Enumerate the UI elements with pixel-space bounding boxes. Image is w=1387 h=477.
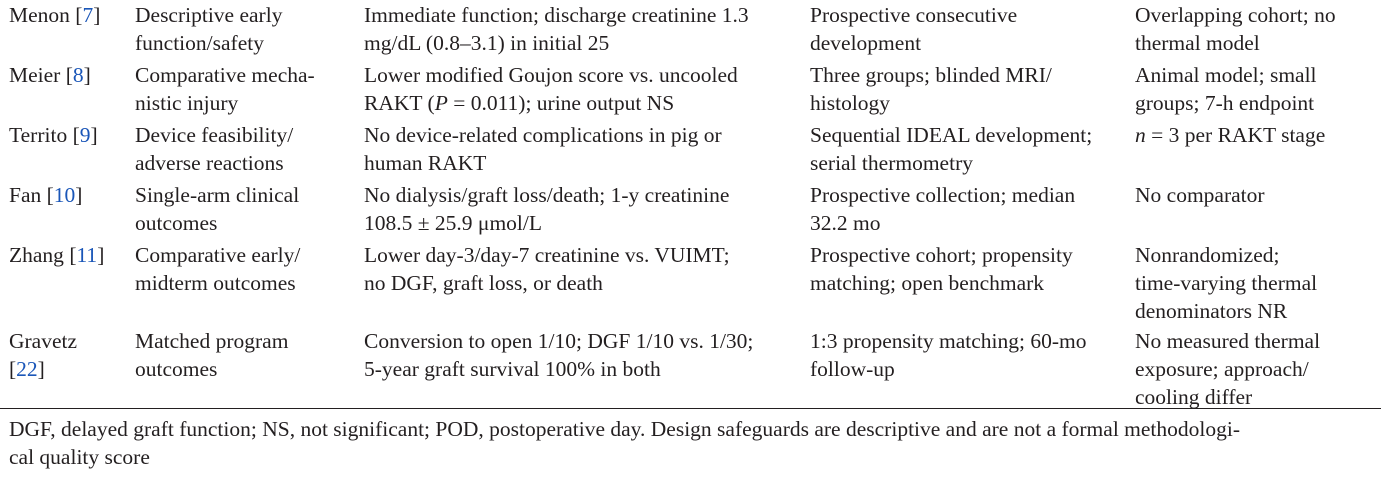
cell-aim-line: Matched program <box>135 329 289 353</box>
cell-author <box>9 121 127 149</box>
cell-key-finding <box>364 327 804 383</box>
cell-limitations-line: No comparator <box>1135 183 1265 207</box>
n-symbol: n <box>1135 123 1146 147</box>
reference-link[interactable]: 11 <box>76 243 98 267</box>
reference-link[interactable]: 10 <box>53 183 76 207</box>
cell-design-safeguards <box>810 121 1130 177</box>
cell-limitations-line: Animal model; small <box>1135 63 1317 87</box>
cell-aim-line: outcomes <box>135 211 218 235</box>
cell-key-finding <box>364 121 804 177</box>
cell-aim-line: Device feasibility/ <box>135 123 294 147</box>
cell-design-safeguards-line: Prospective collection; median <box>810 183 1076 207</box>
cell-author <box>9 241 127 269</box>
cell-key-finding <box>364 1 804 57</box>
cell-design-safeguards-line: Three groups; blinded MRI/ <box>810 63 1052 87</box>
table-footnote <box>9 415 1384 471</box>
cell-key-finding-line: Lower modified Goujon score vs. uncooled <box>364 63 738 87</box>
reference-link[interactable]: 8 <box>72 63 84 87</box>
ref-bracket-open: [ <box>9 357 17 381</box>
cell-aim <box>135 1 360 57</box>
ref-bracket-close: ] <box>83 63 91 87</box>
cell-limitations <box>1135 241 1385 325</box>
cell-aim <box>135 327 360 383</box>
ref-bracket-close: ] <box>90 123 98 147</box>
cell-aim-line: outcomes <box>135 357 218 381</box>
cell-design-safeguards-line: Prospective consecutive <box>810 3 1018 27</box>
cell-limitations-line: thermal model <box>1135 31 1260 55</box>
cell-key-finding-line: No dialysis/graft loss/death; 1-y creatinine <box>364 183 730 207</box>
cell-design-safeguards <box>810 241 1130 297</box>
ref-bracket-close: ] <box>93 3 101 27</box>
cell-design-safeguards <box>810 327 1130 383</box>
cell-aim <box>135 241 360 297</box>
author-name: Menon <box>9 3 76 27</box>
cell-author <box>9 181 127 209</box>
footnote-line-2: cal quality score <box>9 445 150 469</box>
cell-design-safeguards-line: 32.2 mo <box>810 211 881 235</box>
author-line <box>9 61 127 89</box>
cell-aim <box>135 121 360 177</box>
cell-design-safeguards-line: Prospective cohort; propensity <box>810 243 1073 267</box>
cell-aim-line: nistic injury <box>135 91 239 115</box>
cell-aim <box>135 181 360 237</box>
cell-design-safeguards-line: follow-up <box>810 357 895 381</box>
cell-limitations-line: No measured thermal <box>1135 329 1321 353</box>
ref-bracket-open: [ <box>72 123 80 147</box>
cell-aim <box>135 61 360 117</box>
cell-key-finding <box>364 241 804 297</box>
cell-limitations <box>1135 121 1385 149</box>
cell-design-safeguards <box>810 61 1130 117</box>
cell-aim-line: Single-arm clinical <box>135 183 300 207</box>
author-name: Gravetz <box>9 329 78 353</box>
cell-key-finding-line: Lower day-3/day-7 creatinine vs. VUIMT; <box>364 243 730 267</box>
reference-link[interactable]: 7 <box>82 3 94 27</box>
cell-design-safeguards-line: development <box>810 31 922 55</box>
footnote-line-1: DGF, delayed graft function; NS, not significant; POD, postoperative day. Design safeguards are descriptive and are not a formal methodologi- <box>9 417 1241 441</box>
cell-limitations-line: n = 3 per RAKT stage <box>1135 123 1326 147</box>
author-name: Meier <box>9 63 66 87</box>
cell-key-finding <box>364 61 804 117</box>
cell-key-finding-line: Conversion to open 1/10; DGF 1/10 vs. 1/30; <box>364 329 754 353</box>
author-line <box>9 1 127 29</box>
cell-limitations-line: time-varying thermal <box>1135 271 1318 295</box>
cell-aim-line: Descriptive early <box>135 3 283 27</box>
cell-limitations-line: denominators NR <box>1135 299 1288 323</box>
cell-key-finding <box>364 181 804 237</box>
author-name: Zhang <box>9 243 70 267</box>
cell-design-safeguards <box>810 181 1130 237</box>
table-bottom-rule <box>0 408 1381 409</box>
author-line <box>9 121 127 149</box>
author-name: Fan <box>9 183 47 207</box>
cell-design-safeguards-line: serial thermometry <box>810 151 973 175</box>
cell-limitations <box>1135 61 1385 117</box>
reference-link[interactable]: 22 <box>16 357 38 381</box>
cell-key-finding-line: Immediate function; discharge creatinine 1.3 <box>364 3 749 27</box>
cell-design-safeguards-line: histology <box>810 91 891 115</box>
cell-limitations-line: groups; 7-h endpoint <box>1135 91 1315 115</box>
author-line <box>9 241 127 269</box>
cell-key-finding-line: RAKT (P = 0.011); urine output NS <box>364 91 675 115</box>
cell-key-finding-line: 108.5 ± 25.9 μmol/L <box>364 211 543 235</box>
cell-aim-line: function/safety <box>135 31 264 55</box>
cell-limitations-line: exposure; approach/ <box>1135 357 1309 381</box>
ref-bracket-open: [ <box>69 243 77 267</box>
author-name: Territo <box>9 123 73 147</box>
cell-key-finding-line: No device-related complications in pig or <box>364 123 722 147</box>
cell-limitations <box>1135 181 1385 209</box>
cell-aim-line: midterm outcomes <box>135 271 296 295</box>
cell-key-finding-line: human RAKT <box>364 151 487 175</box>
ref-bracket-open: [ <box>65 63 73 87</box>
ref-bracket-close: ] <box>97 243 105 267</box>
cell-key-finding-line: no DGF, graft loss, or death <box>364 271 603 295</box>
cell-limitations-line: Overlapping cohort; no <box>1135 3 1336 27</box>
cell-aim-line: Comparative mecha- <box>135 63 315 87</box>
cell-limitations <box>1135 327 1385 411</box>
reference-link[interactable]: 9 <box>79 123 91 147</box>
author-line <box>9 181 127 209</box>
ref-bracket-open: [ <box>46 183 54 207</box>
ref-bracket-close: ] <box>75 183 83 207</box>
cell-limitations-line: Nonrandomized; <box>1135 243 1280 267</box>
cell-author <box>9 1 127 29</box>
cell-design-safeguards <box>810 1 1130 57</box>
cell-key-finding-line: 5-year graft survival 100% in both <box>364 357 661 381</box>
p-value-symbol: P <box>434 91 448 115</box>
cell-author <box>9 61 127 89</box>
cell-design-safeguards-line: matching; open benchmark <box>810 271 1045 295</box>
cell-design-safeguards-line: Sequential IDEAL development; <box>810 123 1093 147</box>
cell-design-safeguards-line: 1:3 propensity matching; 60-mo <box>810 329 1087 353</box>
cell-aim-line: Comparative early/ <box>135 243 301 267</box>
cell-author <box>9 327 127 383</box>
ref-bracket-close: ] <box>37 357 45 381</box>
cell-aim-line: adverse reactions <box>135 151 284 175</box>
author-reference <box>9 355 127 383</box>
cell-limitations-line: cooling differ <box>1135 385 1253 409</box>
cell-limitations <box>1135 1 1385 57</box>
cell-key-finding-line: mg/dL (0.8–3.1) in initial 25 <box>364 31 610 55</box>
ref-bracket-open: [ <box>75 3 83 27</box>
